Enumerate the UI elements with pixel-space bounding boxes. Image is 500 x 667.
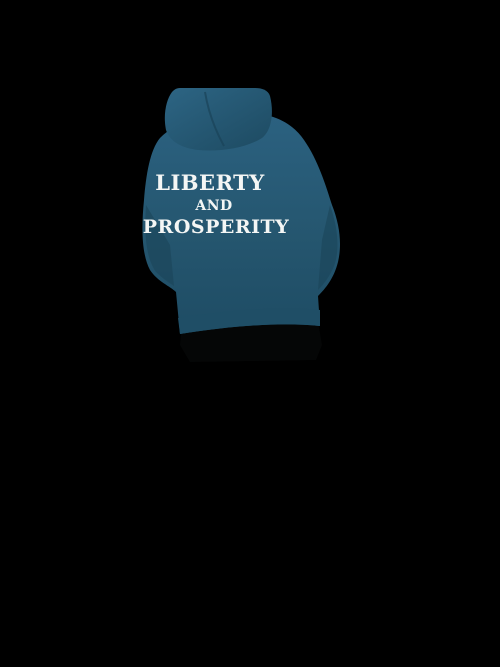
print-line-liberty: LIBERTY <box>155 170 265 195</box>
hoodie-hood <box>165 88 272 151</box>
print-line-and: AND <box>195 198 233 214</box>
print-line-prosperity: PROSPERITY <box>142 216 290 238</box>
